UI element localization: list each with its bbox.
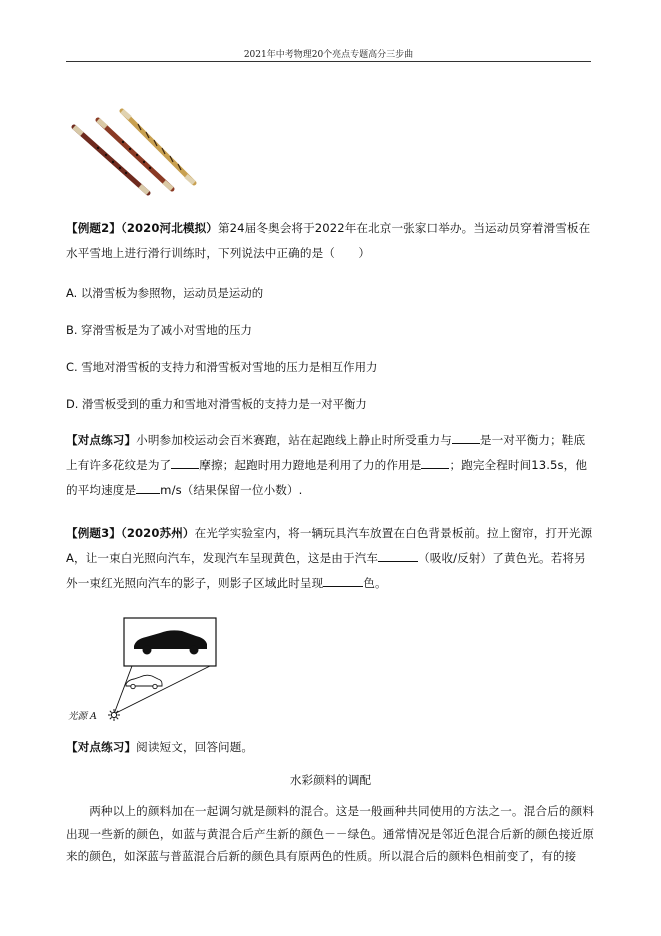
option-c: C. 雪地对滑雪板的支持力和滑雪板对雪地的压力是相互作用力 xyxy=(66,360,378,374)
answer-blank xyxy=(452,431,480,444)
page-header: 2021年中考物理20个亮点专题高分三步曲 xyxy=(243,50,414,60)
light-source-label: 光源 A xyxy=(68,711,97,722)
example-2-question xyxy=(66,216,594,266)
example-2-source: （2020河北模拟） xyxy=(120,221,218,235)
article-body: 两种以上的颜料加在一起调匀就是颜料的混合。这是一般画种共同使用的方法之一。混合后的颜料出现一些新的颜色，如蓝与黄混合后产生新的颜色－－绿色。通常情况是邻近色混合后新的颜色接近原来的颜色，如深蓝与普蓝混合后新的颜色具有原两色的性质。所以混合后的颜料色相前变了，有的接 xyxy=(66,804,594,863)
bamboo-flutes-image xyxy=(68,105,198,195)
header-divider xyxy=(66,61,591,62)
flute-3 xyxy=(122,111,194,183)
option-b: B. 穿滑雪板是为了减小对雪地的压力 xyxy=(66,323,252,337)
light-source-car-diagram xyxy=(68,612,234,727)
example-3-source: （2020苏州） xyxy=(120,526,195,540)
example-3-tag: 【例题3】 xyxy=(66,526,121,540)
answer-blank xyxy=(136,481,160,494)
light-ray-upper xyxy=(114,666,210,714)
article-title: 水彩颜料的调配 xyxy=(289,773,372,787)
option-a: A. 以滑雪板为参照物，运动员是运动的 xyxy=(66,286,264,300)
flute-1 xyxy=(74,127,148,193)
practice-2-tag: 【对点练习】 xyxy=(66,740,137,754)
option-d: D. 滑雪板受到的重力和雪地对滑雪板的支持力是一对平衡力 xyxy=(66,397,367,411)
answer-blank xyxy=(378,549,418,562)
practice-1-tag: 【对点练习】 xyxy=(66,433,137,447)
toy-car xyxy=(126,675,162,686)
example-3-question: 【例题3】（2020苏州）在光学实验室内，将一辆玩具汽车放置在白色背景板前。拉上窗帘，打开光源A，让一束白光照向汽车，发现汽车呈现黄色，这是由于汽车 （吸收/反射）了黄色光。若将另外一束红光照向汽车的影子，则影子区域此时呈现 色。 xyxy=(66,526,593,590)
example-2-text: 第24届冬奥会将于2022年在北京一张家口举办。当运动员穿着滑雪板在水平雪地上进行滑行训练时，下列说法中正确的是（ ） xyxy=(66,221,591,260)
answer-blank xyxy=(421,456,449,469)
answer-blank xyxy=(323,574,363,587)
practice-2-intro: 【对点练习】阅读短文，回答问题。 xyxy=(66,740,254,754)
example-2-tag: 【例题2】 xyxy=(66,221,121,235)
answer-blank xyxy=(171,456,199,469)
practice-1-question: 【对点练习】小明参加校运动会百米赛跑，站在起跑线上静止时所受重力与 是一对平衡力；鞋底上有许多花纹是为了 摩擦；起跑时用力蹬地是利用了力的作用是 ；跑完全程时间13.5s，他的平均速度是 m/s（结果保留一位小数）. xyxy=(66,433,588,497)
light-source-icon xyxy=(108,709,120,721)
